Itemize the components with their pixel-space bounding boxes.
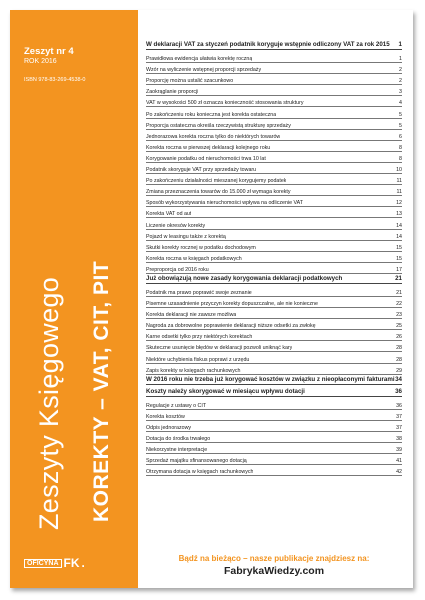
toc-section-title: W 2016 roku nie trzeba już korygować kosztów w związku z nieopłaconymi fakturami (146, 375, 395, 383)
toc-entry[interactable] (146, 107, 402, 118)
toc-entry-label: Sposób wykorzystywania nieruchomości wpływa na odliczenie VAT (146, 200, 304, 207)
toc-entry[interactable] (146, 174, 402, 185)
toc-entry[interactable] (146, 218, 402, 229)
toc-entry-label: Preproporcja od 2016 roku (146, 266, 209, 273)
table-of-contents (146, 40, 402, 476)
series-title: Zeszyty Księgowego (34, 276, 64, 530)
toc-entry-label: Wzór na wyliczenie wstępnej proporcji sprzedaży (146, 67, 262, 74)
toc-entry[interactable] (146, 207, 402, 218)
toc-entry-page: 22 (396, 301, 402, 308)
toc-entry[interactable] (146, 130, 402, 141)
toc-entry-page: 15 (396, 255, 402, 262)
toc-entry-page: 23 (396, 312, 402, 319)
toc-entry-label: Korekta roczna w pierwszej deklaracji kolejnego roku (146, 144, 271, 151)
promo-text: Bądź na bieżąco – nasze publikacje znajdziesz na: (178, 554, 370, 563)
toc-entry[interactable] (146, 308, 402, 319)
toc-entry[interactable] (146, 63, 402, 74)
toc-entry-label: Niekorzystne interpretacje (146, 447, 208, 454)
publisher-suffix: . (81, 556, 85, 570)
toc-entry[interactable] (146, 52, 402, 63)
toc-entry[interactable] (146, 364, 402, 375)
toc-entry-label: Jednorazowa korekta roczna tylko do niektórych towarów (146, 133, 281, 140)
promo-link[interactable]: FabrykaWiedzy.com (223, 565, 325, 577)
toc-entry-label: Korekta kosztów (146, 413, 185, 420)
toc-entry[interactable] (146, 443, 402, 454)
toc-entry-label: Korekta deklaracji nie zawsze możliwa (146, 312, 237, 319)
toc-entry-label: Regulacje z ustawy o CIT (146, 402, 207, 409)
issue-number: Zeszyt nr 4 (24, 46, 74, 57)
toc-entry-label: Skuteczne usunięcie błędów w deklaracji pozwoli uniknąć kary (146, 345, 293, 352)
toc-entry[interactable] (146, 119, 402, 130)
toc-entry[interactable] (146, 230, 402, 241)
toc-entry-label: Prawidłowa ewidencja ułatwia korektę roczną (146, 56, 253, 63)
toc-entry-label: Po zakończeniu roku konieczna jest korekta ostateczna (146, 111, 277, 118)
toc-entry-label: Liczenie okresów korekty (146, 222, 206, 229)
toc-entry-label: Otrzymana dotacja w księgach rachunkowych (146, 469, 254, 476)
toc-entry[interactable] (146, 241, 402, 252)
toc-entry-label: Pojazd w leasingu także z korektą (146, 233, 226, 240)
toc-section[interactable] (146, 274, 402, 284)
toc-entry-page: 28 (396, 356, 402, 363)
toc-entry-page: 8 (399, 144, 402, 151)
toc-entry-label: Korekta VAT od aut (146, 211, 192, 218)
toc-section-page: 21 (395, 274, 402, 282)
toc-entry-page: 15 (396, 244, 402, 251)
toc-section[interactable] (146, 40, 402, 50)
toc-section-title: W deklaracji VAT za styczeń podatnik koryguje wstępnie odliczony VAT za rok 2015 (146, 41, 390, 48)
toc-entry-page: 37 (396, 413, 402, 420)
toc-entry-page: 25 (396, 323, 402, 330)
toc-entry-page: 2 (399, 67, 402, 74)
toc-entry-page: 1 (399, 56, 402, 63)
publisher-prefix: OFICYNA (24, 559, 62, 568)
toc-entry-page: 29 (396, 367, 402, 374)
toc-section-page: 1 (398, 41, 402, 48)
toc-entry[interactable] (146, 185, 402, 196)
toc-entry[interactable] (146, 465, 402, 476)
toc-entry[interactable] (146, 152, 402, 163)
toc-entry[interactable] (146, 297, 402, 308)
toc-entry-page: 8 (399, 155, 402, 162)
toc-entry-label: Podatnik ma prawo poprawić swoje zeznanie (146, 289, 252, 296)
toc-entry[interactable] (146, 196, 402, 207)
toc-entry-page: 28 (396, 345, 402, 352)
toc-section[interactable] (146, 375, 402, 385)
issue-year: ROK 2016 (24, 58, 57, 65)
toc-entry-page: 14 (396, 233, 402, 240)
toc-entry[interactable] (146, 319, 402, 330)
toc-entry-page: 11 (396, 178, 402, 185)
publisher-brand: FK (63, 556, 80, 570)
toc-entry[interactable] (146, 96, 402, 107)
document-page (10, 10, 413, 588)
toc-entry[interactable] (146, 454, 402, 465)
toc-entry-label: Karne odsetki tylko przy niektórych korektach (146, 334, 253, 341)
toc-entry-label: Korekta roczna w księgach podatkowych (146, 255, 242, 262)
toc-entry[interactable] (146, 330, 402, 341)
toc-entry-label: Dotacja do środka trwałego (146, 436, 211, 442)
toc-entry[interactable] (146, 85, 402, 96)
toc-entry-page: 39 (396, 447, 402, 454)
toc-entry-page: 6 (399, 133, 402, 140)
toc-entry[interactable] (146, 410, 402, 421)
toc-entry-label: Odpis jednorazowy (146, 424, 192, 431)
toc-entry[interactable] (146, 263, 402, 274)
toc-entry[interactable] (146, 252, 402, 263)
toc-entry-label: Podatnik skorygujе VAT przy sprzedaży towaru (146, 167, 257, 174)
toc-entry-label: Zmiana przeznaczenia towarów do 15.000 zł wymaga korekty (146, 189, 291, 196)
subject-title: KOREKTY – VAT, CIT, PIT (90, 260, 113, 522)
toc-section-title: Koszty należy skorygować w miesiącu wpływu dotacji (146, 387, 305, 395)
toc-entry-label: Proporcję można ustalić szacunkowo (146, 78, 234, 85)
toc-entry-page: 38 (396, 436, 402, 442)
toc-entry-page: 13 (396, 211, 402, 218)
toc-entry-label: Pisemne uzasadnienie przyczyn korekty dopuszczalne, ale nie konieczne (146, 301, 318, 308)
toc-entry[interactable] (146, 341, 402, 352)
toc-entry-label: VAT w wysokości 500 zł oznacza konieczność stosowania struktury (146, 100, 304, 107)
toc-entry[interactable] (146, 421, 402, 432)
toc-entry-page: 26 (396, 334, 402, 341)
toc-entry-page: 12 (396, 200, 402, 207)
toc-entry-page: 5 (399, 111, 402, 118)
toc-entry-page: 4 (399, 100, 402, 107)
isbn: ISBN 978-83-269-4538-0 (24, 77, 86, 83)
toc-entry[interactable] (146, 163, 402, 174)
toc-entry-label: Zaokrąglanie proporcji (146, 89, 199, 96)
toc-entry-label: Korygowanie podatku od nieruchomości trwa 10 lat (146, 155, 266, 162)
promo (146, 554, 402, 577)
toc-entry-page: 14 (396, 222, 402, 229)
cover-sidebar (10, 10, 138, 588)
toc-entry-page: 10 (396, 167, 402, 174)
toc-entry-page: 36 (396, 402, 402, 409)
toc-entry-page: 11 (396, 189, 402, 196)
toc-entry-page: 5 (399, 122, 402, 129)
toc-entry-label: Skutki korekty rocznej w podatku dochodowym (146, 244, 256, 251)
toc-section-page: 36 (395, 387, 402, 395)
toc-entry[interactable] (146, 352, 402, 363)
toc-entry-page: 3 (399, 89, 402, 96)
toc-entry-page: 17 (396, 266, 402, 273)
toc-entry-page: 21 (396, 289, 402, 296)
toc-entry[interactable] (146, 74, 402, 85)
toc-entry-label: Po zakończeniu działalności mieszanej korygujemy podatek (146, 178, 287, 185)
toc-entry[interactable] (146, 141, 402, 152)
toc-entry[interactable] (146, 432, 402, 443)
toc-section[interactable] (146, 387, 402, 397)
toc-section-title: Już obowiązują nowe zasady korygowania deklaracji podatkowych (146, 274, 343, 282)
toc-entry-page: 37 (396, 424, 402, 431)
toc-entry-label: Sprzedaż majątku sfinansowanego dotacją (146, 458, 247, 465)
toc-entry-label: Proporcja ostateczna określa rzeczywistą strukturę sprzedaży (146, 122, 291, 129)
toc-entry-page: 41 (396, 458, 402, 465)
toc-entry-page: 42 (396, 469, 402, 476)
toc-section-page: 34 (395, 375, 402, 383)
toc-entry-label: Nagroda za dobrowolne poprawienie deklaracji niższe odsetki za zwłokę (146, 323, 316, 330)
publisher-logo (24, 556, 85, 570)
toc-entry[interactable] (146, 286, 402, 297)
toc-entry[interactable] (146, 399, 402, 410)
toc-entry-page: 2 (399, 78, 402, 85)
toc-entry-label: Niektóre uchybienia fiskus poprawi z urzędu (146, 356, 250, 363)
toc-entry-label: Zapis korekty w księgach rachunkowych (146, 367, 241, 374)
